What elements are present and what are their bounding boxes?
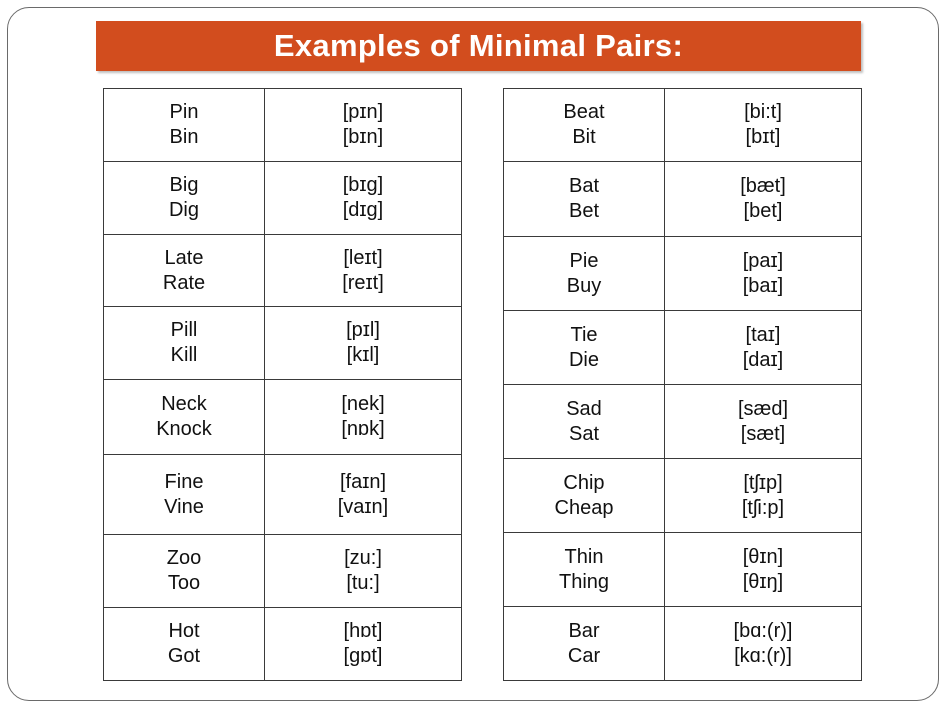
ipa-cell [665,385,862,459]
word-text: Rate [162,271,206,294]
ipa-transcription: [tʃi:p] [741,496,785,519]
word-text: Cheap [554,496,614,519]
ipa-transcription: [θɪŋ] [742,570,784,593]
ipa-cell [665,533,862,607]
table-row [504,385,862,459]
word-text: Bin [169,126,199,148]
ipa-transcription: [reɪt] [342,271,384,294]
ipa-cell [665,459,862,533]
word-cell [504,311,665,385]
ipa-cell [265,535,462,608]
word-cell [104,162,265,235]
word-text: Tie [570,323,598,346]
word-text: Sat [568,422,600,445]
word-cell [104,535,265,608]
word-text: Hot [168,620,200,642]
word-text: Thing [558,570,610,593]
ipa-transcription: [nek] [341,393,385,415]
word-text: Neck [161,393,207,415]
table-row [504,89,862,162]
word-text: Dig [168,199,199,221]
ipa-transcription: [pɪl] [346,319,380,341]
ipa-transcription: [pɪn] [342,101,384,123]
ipa-cell [265,235,462,307]
word-text: Too [167,572,201,594]
word-text: Beat [563,101,605,123]
word-text: Kill [170,344,198,366]
word-text: Bar [568,619,600,642]
ipa-transcription: [daɪ] [742,348,784,371]
word-text: Got [167,645,201,667]
table-body-right [504,89,862,681]
ipa-cell [665,162,862,237]
ipa-transcription: [bɪt] [745,126,781,148]
ipa-cell [265,162,462,235]
ipa-transcription: [hɒt] [343,620,383,642]
ipa-cell [665,237,862,311]
table-row [104,380,462,455]
ipa-transcription: [bæt] [740,175,786,197]
ipa-cell [265,89,462,162]
word-cell [104,380,265,455]
word-text: Buy [566,274,602,297]
ipa-transcription: [sæd] [737,397,789,420]
word-text: Vine [164,495,204,518]
word-text: Die [568,348,599,371]
word-cell [504,607,665,681]
ipa-transcription: [gɒt] [343,645,383,667]
word-text: Bet [568,200,600,222]
ipa-cell [665,311,862,385]
word-text: Sad [566,397,602,420]
ipa-transcription: [kɪl] [346,344,380,366]
table-row [104,235,462,307]
word-text: Knock [156,418,212,440]
ipa-transcription: [bet] [743,200,783,222]
word-text: Bit [572,126,596,148]
word-cell [104,89,265,162]
ipa-transcription: [dɪg] [342,199,384,221]
ipa-transcription: [bi:t] [744,101,782,123]
table-row [504,162,862,237]
table-row [104,535,462,608]
ipa-transcription: [zu:] [344,547,382,569]
word-text: Pie [569,249,599,272]
word-cell [504,459,665,533]
word-text: Pin [169,101,199,123]
word-text: Big [169,174,199,196]
word-cell [504,89,665,162]
ipa-cell [665,89,862,162]
word-cell [104,608,265,681]
ipa-transcription: [bɪn] [342,126,384,148]
word-text: Chip [563,471,605,494]
ipa-cell [265,307,462,380]
ipa-transcription: [vaɪn] [337,495,389,518]
word-cell [104,455,265,535]
ipa-transcription: [sæt] [740,422,786,445]
table-row [504,607,862,681]
ipa-transcription: [bɪg] [342,174,384,196]
ipa-transcription: [θɪn] [742,545,784,568]
table-row [104,608,462,681]
word-text: Zoo [166,547,202,569]
minimal-pairs-table-left [103,88,462,681]
table-row [104,162,462,235]
ipa-transcription: [paɪ] [742,249,784,272]
ipa-cell [665,607,862,681]
word-text: Fine [164,470,204,493]
table-row [104,307,462,380]
word-text: Bat [568,175,600,197]
table-row [104,89,462,162]
table-row [504,533,862,607]
word-cell [504,385,665,459]
table-row [504,459,862,533]
table-row [504,237,862,311]
ipa-transcription: [nɒk] [341,418,385,440]
ipa-transcription: [faɪn] [339,470,387,493]
word-text: Car [567,644,601,667]
word-cell [104,235,265,307]
ipa-transcription: [leɪt] [343,246,383,269]
ipa-transcription: [tu:] [346,572,380,594]
word-cell [104,307,265,380]
title-banner: Examples of Minimal Pairs: [96,21,861,71]
ipa-transcription: [taɪ] [745,323,781,346]
ipa-cell [265,380,462,455]
ipa-transcription: [kɑ:(r)] [734,644,792,667]
word-cell [504,533,665,607]
ipa-transcription: [bɑ:(r)] [733,619,793,642]
minimal-pairs-table-right [503,88,862,681]
word-text: Late [164,246,204,269]
ipa-transcription: [baɪ] [742,274,784,297]
table-row [504,311,862,385]
table-row [104,455,462,535]
word-text: Thin [564,545,604,568]
ipa-transcription: [tʃɪp] [743,471,783,494]
ipa-cell [265,455,462,535]
word-cell [504,162,665,237]
table-body-left [104,89,462,681]
word-text: Pill [170,319,198,341]
ipa-cell [265,608,462,681]
word-cell [504,237,665,311]
